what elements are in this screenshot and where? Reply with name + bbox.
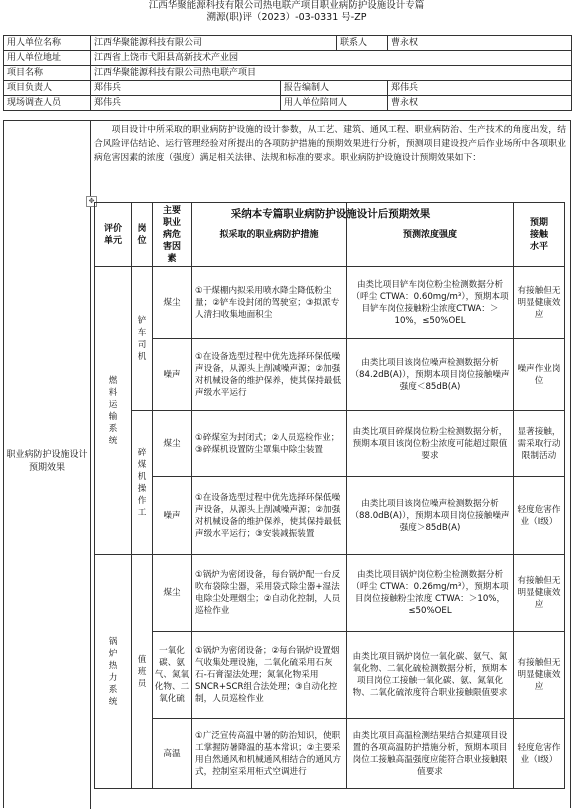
header-exposure: 预期接触水平 (514, 203, 565, 267)
unit-fuel-transport: 燃料运输系统 (95, 267, 132, 555)
header-unit: 评价单元 (95, 203, 132, 267)
address-value: 江西省上饶市弋阳县高新技术产业园 (91, 51, 572, 66)
header-concentration: 预测浓度强度 (347, 203, 514, 267)
project-info-table (3, 35, 572, 111)
hazard-cell: 噪声 (153, 477, 192, 555)
table-row (95, 339, 565, 411)
table-row (95, 411, 565, 477)
info-row (4, 81, 572, 96)
info-row (4, 36, 572, 51)
header-measures: 拟采取的职业病防护措施 (192, 203, 347, 267)
header-doc-number: 溯源(职)评（2023）-03-0331 号-ZP (206, 12, 367, 23)
table-row (95, 632, 565, 719)
survey-label: 现场调查人员 (4, 96, 91, 111)
measures-cell: ①碎煤室为封闭式；②人员巡检作业；③碎煤机设置防尘罩集中除尘装置 (192, 411, 347, 477)
leader-value: 郑伟兵 (91, 81, 281, 96)
concentration-cell: 由类比项目锅炉岗位一氧化碳、氨气、氮氧化物、二氧化硫检测数据分析，预期本项目岗位工接触一氧化碳、氨、氮氧化物、二氧化硫浓度符合职业接触限值要求 (347, 632, 514, 719)
document-header (0, 0, 573, 24)
expected-effect-label: 职业病防护设施设计预期效果 (6, 450, 88, 473)
survey-value: 郑伟兵 (91, 96, 281, 111)
compiler-label: 报告编制人 (281, 81, 388, 96)
concentration-cell: 由类比项目高温检测结果结合拟建项目设置的各项高温防护措施分析，预期本项目岗位工接触高温强度应能符合职业接触限值要求 (347, 719, 514, 789)
measures-cell: ①在设备选型过程中优先选择环保低噪声设备，从源头上削减噪声源；②加强对机械设备的维护保养，使其保持最低声级水平运行 (192, 339, 347, 411)
effects-table (94, 202, 565, 789)
hazard-cell: 煤尘 (153, 555, 192, 632)
header-title: 江西华聚能源科技有限公司热电联产项目职业病防护设施设计专篇 (148, 0, 425, 11)
table-row (95, 267, 565, 339)
measures-cell: ①锅炉为密闭设备；②每台锅炉设置烟气收集处理设施，二氧化硫采用石灰石-石膏湿法处理；氮氧化物采用SNCR+SCR组合法处理；③自动化控制，人员巡检作业 (192, 632, 347, 719)
table-row (95, 555, 565, 632)
exposure-cell: 有接触但无明显健康效应 (514, 632, 565, 719)
concentration-cell: 由类比项目铲车岗位粉尘检测数据分析（呼尘 CTWA：0.60mg/m³），预期本项目铲车岗位接触粉尘浓度CTWA：＞10%，≤50%OEL (347, 267, 514, 339)
header-hazard: 主要职业病危害因素 (153, 203, 192, 267)
expected-effect-label-cell (4, 121, 91, 809)
concentration-cell: 由类比项目锅炉岗位粉尘检测数据分析（呼尘 CTWA：0.26mg/m³），预期本项目岗位接触粉尘浓度 CTWA：＞10%，≤50%OEL (347, 555, 514, 632)
measures-cell: ①干煤棚内拟采用喷水降尘降低粉尘量；②铲车设封闭的驾驶室；③拟派专人清扫收集地面积尘 (192, 267, 347, 339)
measures-cell: ①锅炉为密闭设备，每台锅炉配一台反吹布袋除尘器，采用袋式除尘器+湿法电除尘处理烟尘；②自动化控制，人员巡检作业 (192, 555, 347, 632)
hazard-cell: 煤尘 (153, 267, 192, 339)
hazard-cell: 高温 (153, 719, 192, 789)
summary-paragraph: 项目设计中所采取的职业病防护设施的设计参数，从工艺、建筑、通风工程、职业病防治、生产技术的角度出发，结合风险评估结论、运行管理经验对所提出的各项防护措施的预期效果进行分析，预测项目建设投产后作业场所中各项职业病危害因素的浓度（强度）满足相关法律、法规和标准的要求。职业病防护设施设计预期效果如下： (94, 125, 566, 163)
info-row (4, 96, 572, 111)
accompany-label: 用人单位陪同人 (281, 96, 388, 111)
unit-value: 江西华聚能源科技有限公司 (91, 36, 337, 51)
exposure-cell: 有接触但无明显健康效应 (514, 267, 565, 339)
info-row (4, 51, 572, 66)
exposure-cell: 有接触但无明显健康效应 (514, 555, 565, 632)
post-coal-crusher-operator: 碎煤机操作工 (132, 411, 153, 555)
measures-cell: ①在设备选型过程中优先选择环保低噪声设备，从源头上削减噪声源；②加强对机械设备的维护保养，使其保持最低声级水平运行；③安装减振装置 (192, 477, 347, 555)
unit-label: 用人单位名称 (4, 36, 91, 51)
measures-cell: ①广泛宣传高温中暑的防治知识，使职工掌握防暑降温的基本常识；②主要采用自然通风和机械通风相结合的通风方式，控制室采用柜式空调进行 (192, 719, 347, 789)
contact-label: 联系人 (337, 36, 388, 51)
exposure-cell: 轻度危害作业（Ⅰ级） (514, 477, 565, 555)
table-header-row (95, 203, 565, 267)
unit-boiler-thermal: 锅炉热力系统 (95, 555, 132, 789)
address-label: 用人单位地址 (4, 51, 91, 66)
leader-label: 项目负责人 (4, 81, 91, 96)
project-label: 项目名称 (4, 66, 91, 81)
hazard-cell: 噪声 (153, 339, 192, 411)
effects-table-title: 采纳本专篇职业病防护设施设计后预期效果 (230, 208, 431, 220)
info-row (4, 66, 572, 81)
table-row (95, 719, 565, 789)
compiler-value: 郑伟兵 (388, 81, 572, 96)
hazard-cell: 一氧化碳、氨气、氮氧化物、二氧化硫 (153, 632, 192, 719)
concentration-cell: 由类比项目该岗位噪声检测数据分析（88.0dB(A)），预期本项目岗位接触噪声强度＞85dB(A) (347, 477, 514, 555)
exposure-cell: 轻度危害作业（Ⅰ级） (514, 719, 565, 789)
concentration-cell: 由类比项目碎煤岗位粉尘检测数据分析，预期本项目该岗位粉尘浓度可能超过限值要求 (347, 411, 514, 477)
table-row (95, 477, 565, 555)
project-value: 江西华聚能源科技有限公司热电联产项目 (91, 66, 572, 81)
concentration-cell: 由类比项目该岗位噪声检测数据分析（84.2dB(A)），预期本项目岗位接触噪声强度＜85dB(A) (347, 339, 514, 411)
post-loader-driver: 铲车司机 (132, 267, 153, 411)
exposure-cell: 显著接触，需采取行动限制活动 (514, 411, 565, 477)
contact-value: 曹永权 (388, 36, 572, 51)
move-handle-icon[interactable]: ✥ (86, 196, 97, 207)
header-post: 岗位 (132, 203, 153, 267)
exposure-cell: 噪声作业岗位 (514, 339, 565, 411)
post-duty-operator: 值班员 (132, 555, 153, 789)
hazard-cell: 煤尘 (153, 411, 192, 477)
accompany-value: 曹永权 (388, 96, 572, 111)
